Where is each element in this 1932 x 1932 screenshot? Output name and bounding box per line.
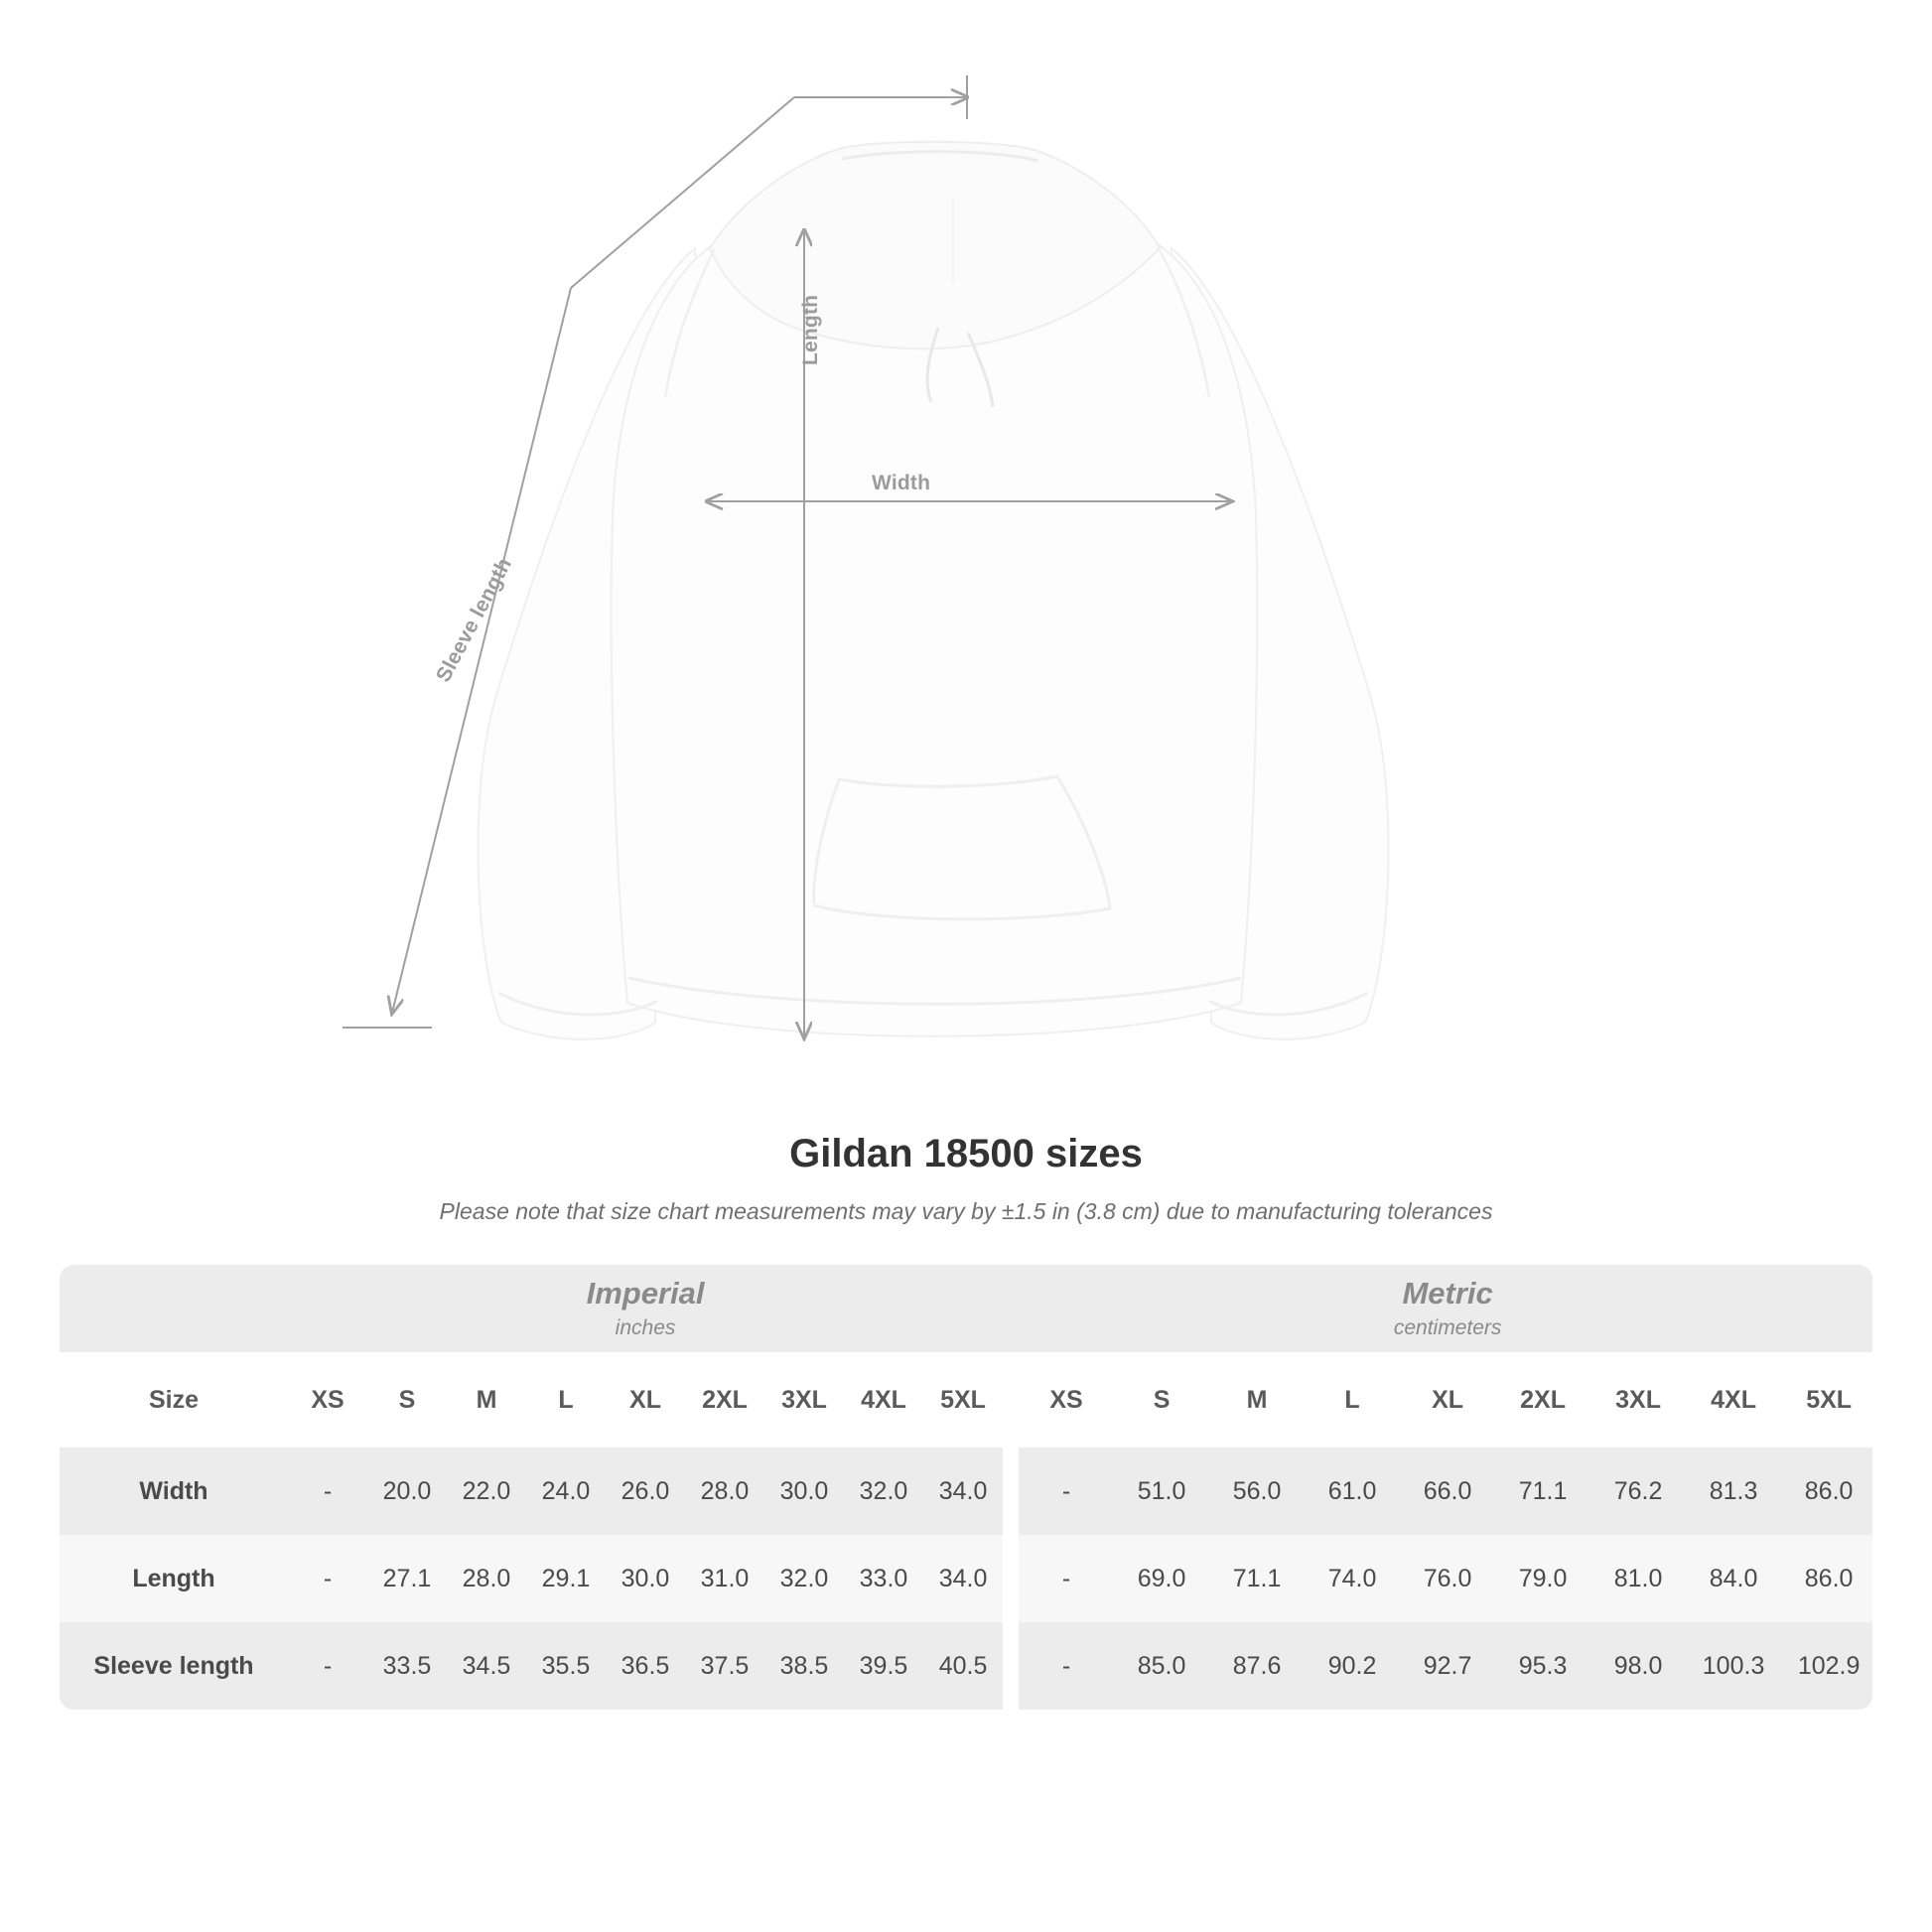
size-header-row bbox=[60, 1352, 1872, 1448]
sleeve-met-5xl: 102.9 bbox=[1781, 1622, 1872, 1710]
size-header-imp-5: 2XL bbox=[685, 1352, 764, 1448]
sleeve-met-2xl: 95.3 bbox=[1495, 1622, 1590, 1710]
length-imp-m: 28.0 bbox=[447, 1535, 526, 1622]
imperial-header bbox=[288, 1265, 1003, 1352]
size-header-imp-8: 5XL bbox=[923, 1352, 1003, 1448]
length-met-xs: - bbox=[1019, 1535, 1114, 1622]
width-met-xl: 66.0 bbox=[1400, 1448, 1495, 1535]
length-met-3xl: 81.0 bbox=[1590, 1535, 1686, 1622]
width-gap bbox=[1003, 1448, 1019, 1535]
width-imp-m: 22.0 bbox=[447, 1448, 526, 1535]
sleeve-met-m: 87.6 bbox=[1209, 1622, 1305, 1710]
title-block bbox=[0, 1132, 1932, 1225]
size-header-met-6: 3XL bbox=[1590, 1352, 1686, 1448]
length-imp-xl: 30.0 bbox=[606, 1535, 685, 1622]
sleeve-met-3xl: 98.0 bbox=[1590, 1622, 1686, 1710]
length-met-xl: 76.0 bbox=[1400, 1535, 1495, 1622]
width-imp-xs: - bbox=[288, 1448, 367, 1535]
metric-sublabel: centimeters bbox=[1393, 1315, 1502, 1339]
width-label: Width bbox=[872, 472, 931, 494]
length-met-m: 71.1 bbox=[1209, 1535, 1305, 1622]
size-header-met-8: 5XL bbox=[1781, 1352, 1872, 1448]
size-header-met-2: M bbox=[1209, 1352, 1305, 1448]
imperial-sublabel: inches bbox=[615, 1315, 676, 1339]
size-header-met-3: L bbox=[1305, 1352, 1400, 1448]
sleeve-gap bbox=[1003, 1622, 1019, 1710]
width-met-m: 56.0 bbox=[1209, 1448, 1305, 1535]
length-imp-4xl: 33.0 bbox=[844, 1535, 923, 1622]
width-imp-4xl: 32.0 bbox=[844, 1448, 923, 1535]
width-met-2xl: 71.1 bbox=[1495, 1448, 1590, 1535]
size-header-met-5: 2XL bbox=[1495, 1352, 1590, 1448]
size-header-imp-6: 3XL bbox=[764, 1352, 844, 1448]
hoodie-shape bbox=[478, 142, 1388, 1039]
sleeve-met-xs: - bbox=[1019, 1622, 1114, 1710]
size-header-imp-0: XS bbox=[288, 1352, 367, 1448]
sleeve-met-4xl: 100.3 bbox=[1686, 1622, 1781, 1710]
table-row-length bbox=[60, 1535, 1872, 1622]
row-label-length: Length bbox=[60, 1535, 288, 1622]
width-met-xs: - bbox=[1019, 1448, 1114, 1535]
sleeve-imp-5xl: 40.5 bbox=[923, 1622, 1003, 1710]
imperial-label: Imperial bbox=[586, 1275, 705, 1311]
size-header-gap bbox=[1003, 1352, 1019, 1448]
width-met-5xl: 86.0 bbox=[1781, 1448, 1872, 1535]
tolerance-note: Please note that size chart measurements may vary by ±1.5 in (3.8 cm) due to manufacturing tolerances bbox=[439, 1198, 1493, 1224]
length-met-2xl: 79.0 bbox=[1495, 1535, 1590, 1622]
length-imp-xs: - bbox=[288, 1535, 367, 1622]
table-row-width bbox=[60, 1448, 1872, 1535]
units-header-spacer bbox=[60, 1265, 288, 1352]
width-met-3xl: 76.2 bbox=[1590, 1448, 1686, 1535]
size-header-imp-1: S bbox=[367, 1352, 447, 1448]
size-header-label: Size bbox=[60, 1352, 288, 1448]
length-imp-5xl: 34.0 bbox=[923, 1535, 1003, 1622]
length-imp-s: 27.1 bbox=[367, 1535, 447, 1622]
width-met-s: 51.0 bbox=[1114, 1448, 1209, 1535]
width-imp-3xl: 30.0 bbox=[764, 1448, 844, 1535]
size-header-met-1: S bbox=[1114, 1352, 1209, 1448]
units-header-row bbox=[60, 1265, 1872, 1352]
row-label-sleeve-length: Sleeve length bbox=[60, 1622, 288, 1710]
sleeve-imp-xs: - bbox=[288, 1622, 367, 1710]
row-label-width: Width bbox=[60, 1448, 288, 1535]
length-imp-l: 29.1 bbox=[526, 1535, 606, 1622]
length-label: Length bbox=[799, 294, 822, 365]
width-met-l: 61.0 bbox=[1305, 1448, 1400, 1535]
page-title: Gildan 18500 sizes bbox=[789, 1132, 1143, 1175]
size-header-imp-7: 4XL bbox=[844, 1352, 923, 1448]
width-imp-xl: 26.0 bbox=[606, 1448, 685, 1535]
length-met-5xl: 86.0 bbox=[1781, 1535, 1872, 1622]
table-row-sleeve-length bbox=[60, 1622, 1872, 1710]
sleeve-met-s: 85.0 bbox=[1114, 1622, 1209, 1710]
width-imp-5xl: 34.0 bbox=[923, 1448, 1003, 1535]
width-imp-l: 24.0 bbox=[526, 1448, 606, 1535]
length-imp-3xl: 32.0 bbox=[764, 1535, 844, 1622]
length-met-s: 69.0 bbox=[1114, 1535, 1209, 1622]
size-header-imp-4: XL bbox=[606, 1352, 685, 1448]
size-header-met-0: XS bbox=[1019, 1352, 1114, 1448]
sleeve-imp-4xl: 39.5 bbox=[844, 1622, 923, 1710]
sleeve-imp-3xl: 38.5 bbox=[764, 1622, 844, 1710]
length-gap bbox=[1003, 1535, 1019, 1622]
length-imp-2xl: 31.0 bbox=[685, 1535, 764, 1622]
sleeve-length-label: Sleeve length bbox=[432, 554, 517, 686]
length-met-l: 74.0 bbox=[1305, 1535, 1400, 1622]
sleeve-met-xl: 92.7 bbox=[1400, 1622, 1495, 1710]
size-header-met-4: XL bbox=[1400, 1352, 1495, 1448]
sleeve-imp-m: 34.5 bbox=[447, 1622, 526, 1710]
sleeve-imp-s: 33.5 bbox=[367, 1622, 447, 1710]
sleeve-met-l: 90.2 bbox=[1305, 1622, 1400, 1710]
metric-header bbox=[1019, 1265, 1872, 1352]
length-met-4xl: 84.0 bbox=[1686, 1535, 1781, 1622]
size-chart-table-wrapper bbox=[60, 1265, 1872, 1710]
width-met-4xl: 81.3 bbox=[1686, 1448, 1781, 1535]
sleeve-imp-l: 35.5 bbox=[526, 1622, 606, 1710]
size-header-met-7: 4XL bbox=[1686, 1352, 1781, 1448]
size-header-imp-3: L bbox=[526, 1352, 606, 1448]
sleeve-imp-xl: 36.5 bbox=[606, 1622, 685, 1710]
size-header-imp-2: M bbox=[447, 1352, 526, 1448]
metric-label: Metric bbox=[1402, 1275, 1493, 1311]
units-header-gap bbox=[1003, 1265, 1019, 1352]
width-imp-2xl: 28.0 bbox=[685, 1448, 764, 1535]
size-chart-table bbox=[60, 1265, 1872, 1710]
width-imp-s: 20.0 bbox=[367, 1448, 447, 1535]
sleeve-imp-2xl: 37.5 bbox=[685, 1622, 764, 1710]
